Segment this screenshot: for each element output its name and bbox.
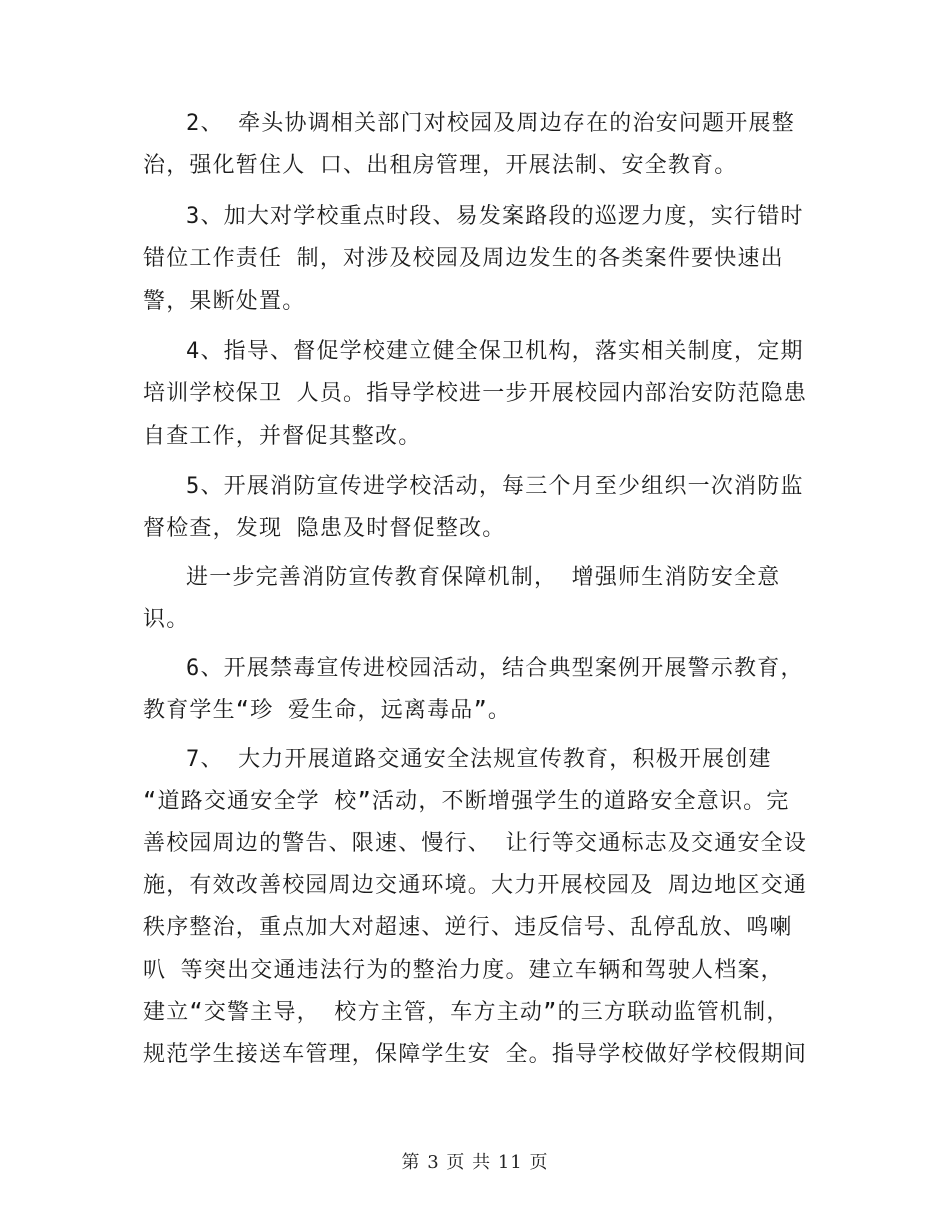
paragraph-line: 7、 大力开展道路交通安全法规宣传教育，积极开展创建 (186, 747, 772, 772)
paragraph-line: 叭 等突出交通违法行为的整治力度。建立车辆和驾驶人档案， (143, 958, 784, 983)
paragraph-line: 2、 牵头协调相关部门对校园及周边存在的治安问题开展整 (186, 111, 795, 136)
paragraph-line: 进一步完善消防宣传教育保障机制， 增强师生消防安全意 (186, 565, 781, 590)
paragraph-line: 自查工作，并督促其整改。 (143, 424, 422, 449)
paragraph-line: 错位工作责任 制，对涉及校园及周边发生的各类案件要快速出 (143, 246, 784, 271)
paragraph-line: 建立“交警主导， 校方主管，车方主动”的三方联动监管机制， (143, 1000, 790, 1025)
paragraph-line: 施，有效改善校园周边交通环境。大力开展校园及 周边地区交通 (143, 873, 808, 898)
paragraph-line: 4、指导、督促学校建立健全保卫机构，落实相关制度，定期 (186, 339, 804, 364)
paragraph-line: 6、开展禁毒宣传进校园活动，结合典型案例开展警示教育， (186, 656, 804, 681)
page-number-footer: 第 3 页 共 11 页 (401, 1152, 549, 1173)
paragraph-line: 治，强化暂住人 口、出租房管理，开展法制、安全教育。 (143, 153, 738, 178)
paragraph-line: 培训学校保卫 人员。指导学校进一步开展校园内部治安防范隐患 (143, 381, 808, 406)
paragraph-line: 善校园周边的警告、限速、慢行、 让行等交通标志及交通安全设 (143, 831, 808, 856)
paragraph-line: 秩序整治，重点加大对超速、逆行、违反信号、乱停乱放、鸣喇 (143, 915, 793, 940)
paragraph-line: 5、开展消防宣传进学校活动，每三个月至少组织一次消防监 (186, 474, 804, 499)
paragraph-line: 教育学生“珍 爱生命，远离毒品”。 (143, 698, 512, 723)
paragraph-line: 规范学生接送车管理，保障学生安 全。指导学校做好学校假期间 (143, 1042, 808, 1067)
paragraph-line: 识。 (143, 607, 190, 632)
paragraph-line: 3、加大对学校重点时段、易发案路段的巡逻力度，实行错时 (186, 204, 804, 229)
paragraph-line: “道路交通安全学 校”活动，不断增强学生的道路安全意识。完 (143, 789, 790, 814)
paragraph-line: 警，果断处置。 (143, 289, 306, 314)
paragraph-line: 督检查，发现 隐患及时督促整改。 (143, 516, 506, 541)
